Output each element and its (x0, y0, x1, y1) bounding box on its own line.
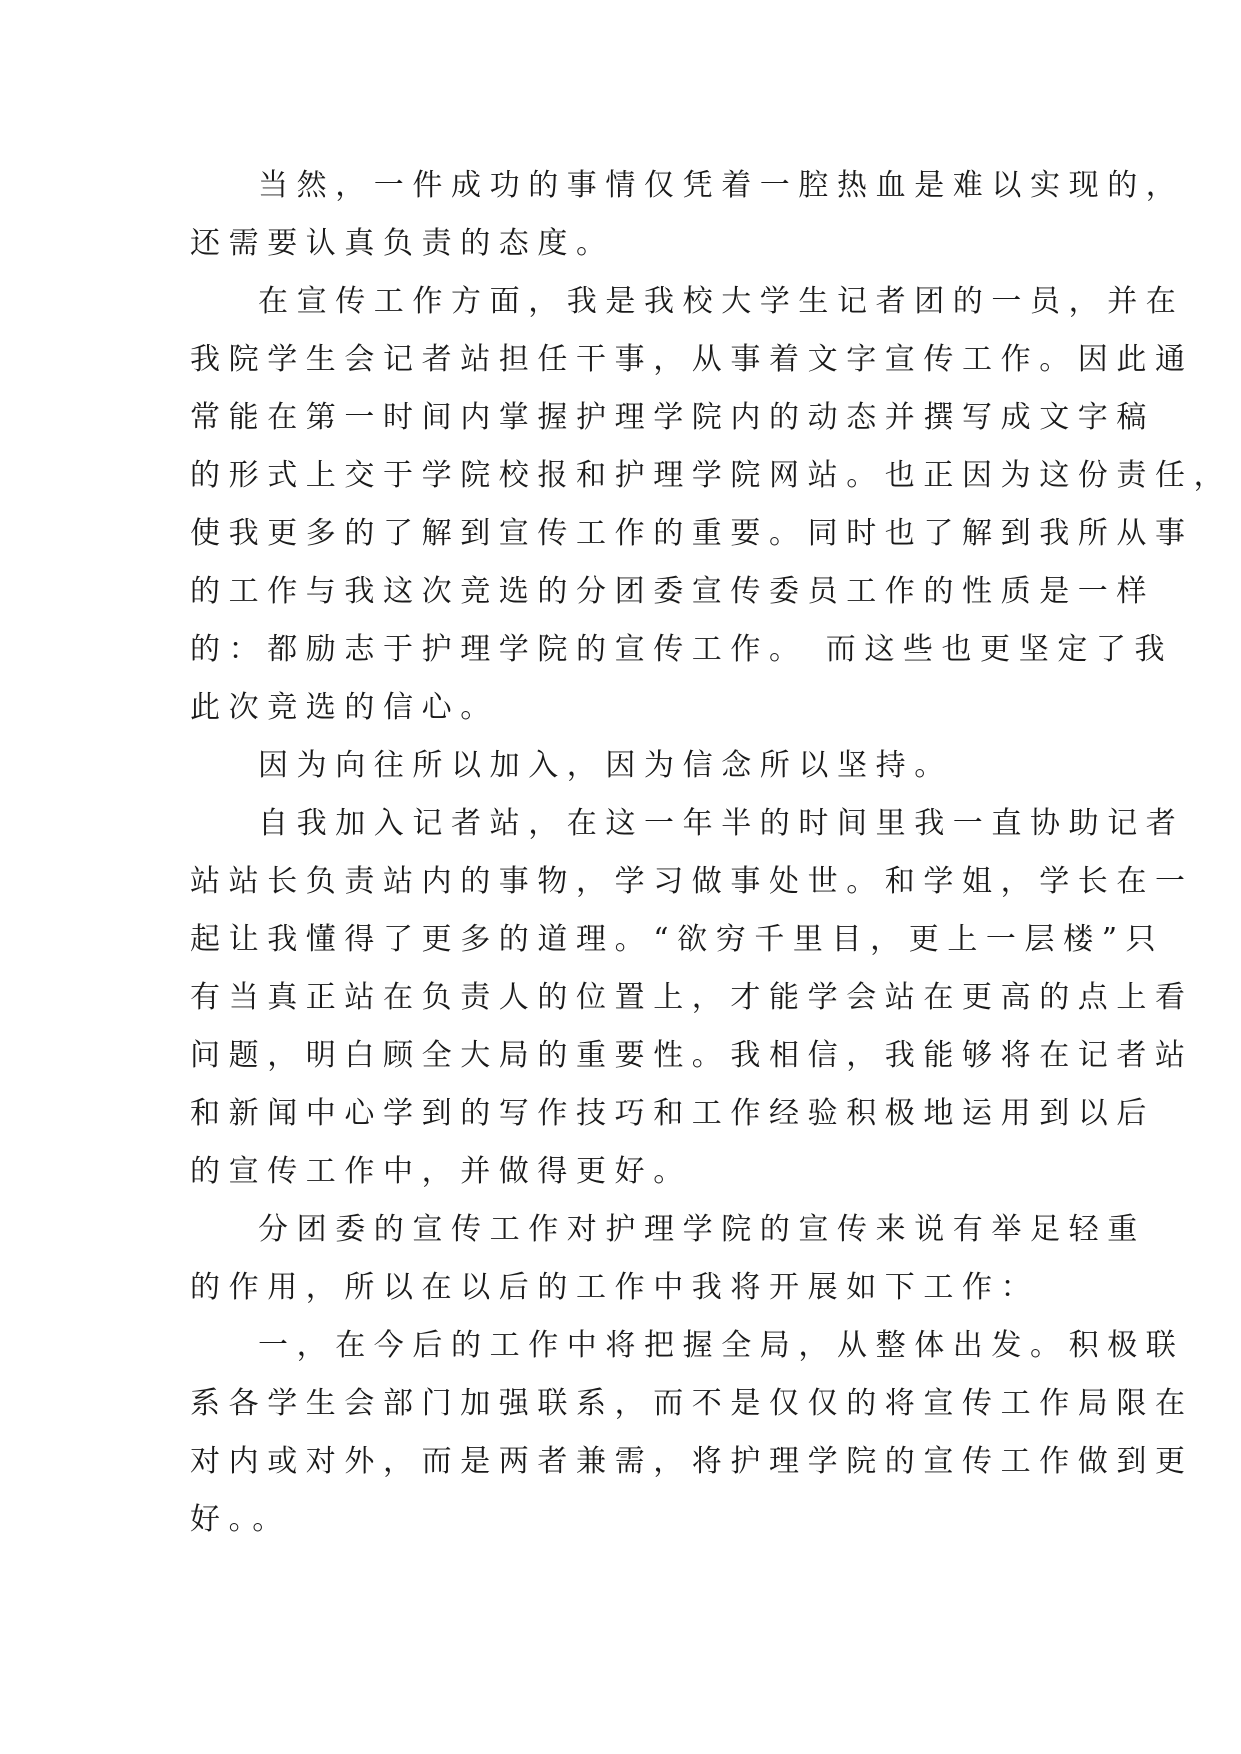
text-line: 自我加入记者站，在这一年半的时间里我一直协助记者 (258, 806, 1185, 841)
text-line: 一，在今后的工作中将把握全局，从整体出发。积极联 (258, 1328, 1185, 1363)
text-line: 在宣传工作方面，我是我校大学生记者团的一员，并在 (258, 284, 1185, 319)
text-line: 常能在第一时间内掌握护理学院内的动态并撰写成文字稿 (190, 400, 1155, 435)
text-line: 分团委的宣传工作对护理学院的宣传来说有举足轻重 (258, 1212, 1146, 1247)
text-line: 此次竞选的信心。 (190, 690, 499, 725)
text-line: 好。。 (190, 1502, 291, 1537)
text-line: 的：都励志于护理学院的宣传工作。 而这些也更坚定了我 (190, 632, 1174, 667)
text-line: 还需要认真负责的态度。 (190, 226, 615, 261)
text-line: 我院学生会记者站担任干事，从事着文字宣传工作。因此通 (190, 342, 1194, 377)
text-line: 有当真正站在负责人的位置上，才能学会站在更高的点上看 (190, 980, 1194, 1015)
text-line: 和新闻中心学到的写作技巧和工作经验积极地运用到以后 (190, 1096, 1155, 1131)
text-line: 起让我懂得了更多的道理。“欲穷千里目，更上一层楼”只 (190, 922, 1165, 957)
text-line: 问题，明白顾全大局的重要性。我相信，我能够将在记者站 (190, 1038, 1194, 1073)
text-line: 使我更多的了解到宣传工作的重要。同时也了解到我所从事 (190, 516, 1194, 551)
text-line: 的宣传工作中，并做得更好。 (190, 1154, 692, 1189)
text-line: 的作用，所以在以后的工作中我将开展如下工作： (190, 1270, 1040, 1305)
text-line: 站站长负责站内的事物，学习做事处世。和学姐，学长在一 (190, 864, 1194, 899)
text-line: 的工作与我这次竞选的分团委宣传委员工作的性质是一样 (190, 574, 1155, 609)
text-line: 系各学生会部门加强联系，而不是仅仅的将宣传工作局限在 (190, 1386, 1194, 1421)
text-line: 对内或对外，而是两者兼需，将护理学院的宣传工作做到更 (190, 1444, 1194, 1479)
text-line: 当然，一件成功的事情仅凭着一腔热血是难以实现的， (258, 168, 1185, 203)
text-line: 的形式上交于学院校报和护理学院网站。也正因为这份责任， (190, 458, 1233, 493)
document-body (190, 157, 1233, 1549)
text-line: 因为向往所以加入，因为信念所以坚持。 (258, 748, 953, 783)
